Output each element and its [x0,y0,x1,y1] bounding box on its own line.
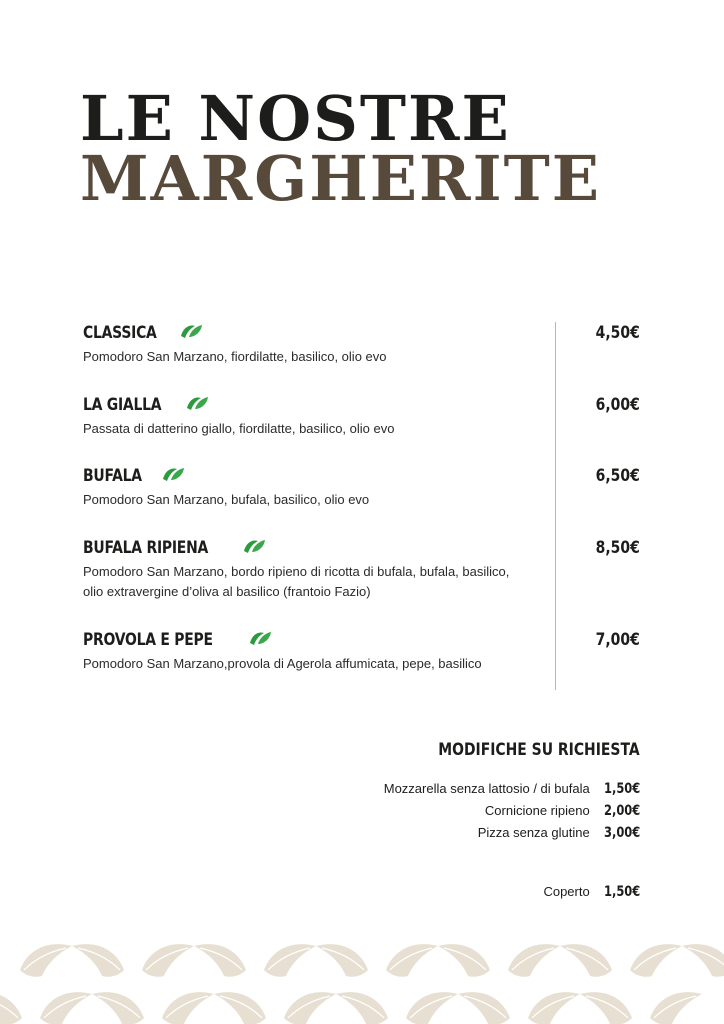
modifica-price: 1,50€ [603,781,640,797]
coperto-row [543,884,640,900]
coperto-price: 1,50€ [603,884,640,900]
item-name: LA GIALLA [83,395,162,415]
price-la-gialla: 6,00€ [595,395,640,415]
page-title [80,82,601,215]
price-bufala-ripiena: 8,50€ [595,538,640,558]
item-name: CLASSICA [83,323,157,343]
modifica-label: Cornicione ripieno [484,803,590,818]
title-line-2: MARGHERITE [80,142,601,215]
leaf-icon [179,322,203,345]
item-description-line-1: Pomodoro San Marzano, bordo ripieno di ricotta di bufala, bufala, basilico, [83,564,510,580]
modifica-row [384,781,640,797]
leaf-pattern-decoration [0,930,724,1024]
modifica-price: 2,00€ [603,803,640,819]
price-provola-e-pepe: 7,00€ [595,630,640,650]
menu-item-provola-e-pepe [83,629,553,674]
modifica-label: Mozzarella senza lattosio / di bufala [383,781,590,796]
price-bufala: 6,50€ [595,466,640,486]
menu-item-la-gialla [83,394,553,439]
modifica-row [485,803,640,819]
title-line-1: LE NOSTRE [80,82,511,155]
item-name: PROVOLA E PEPE [83,630,213,650]
menu-item-classica [83,322,553,367]
modifica-price: 3,00€ [603,825,640,841]
leaf-icon [185,394,209,417]
coperto-label: Coperto [543,884,590,899]
item-description-line-2: olio extravergine d’oliva al basilico (frantoio Fazio) [83,584,371,600]
price-classica: 4,50€ [595,323,640,343]
item-description: Pomodoro San Marzano, bufala, basilico, olio evo [83,492,370,508]
item-description: Pomodoro San Marzano, fiordilatte, basilico, olio evo [83,349,387,365]
item-description: Pomodoro San Marzano,provola di Agerola affumicata, pepe, basilico [83,656,482,672]
item-name: BUFALA [83,466,142,486]
leaf-icon [248,629,272,652]
leaf-icon [242,537,266,560]
modifica-label: Pizza senza glutine [477,825,590,840]
modifica-row [478,825,640,841]
leaf-icon [161,465,185,488]
menu-item-bufala-ripiena [83,537,553,602]
item-description: Passata di datterino giallo, fiordilatte, basilico, olio evo [83,421,395,437]
item-name: BUFALA RIPIENA [83,538,209,558]
menu-item-bufala [83,465,553,510]
modifiche-title: MODIFICHE SU RICHIESTA [438,740,640,760]
vertical-divider [555,322,556,690]
